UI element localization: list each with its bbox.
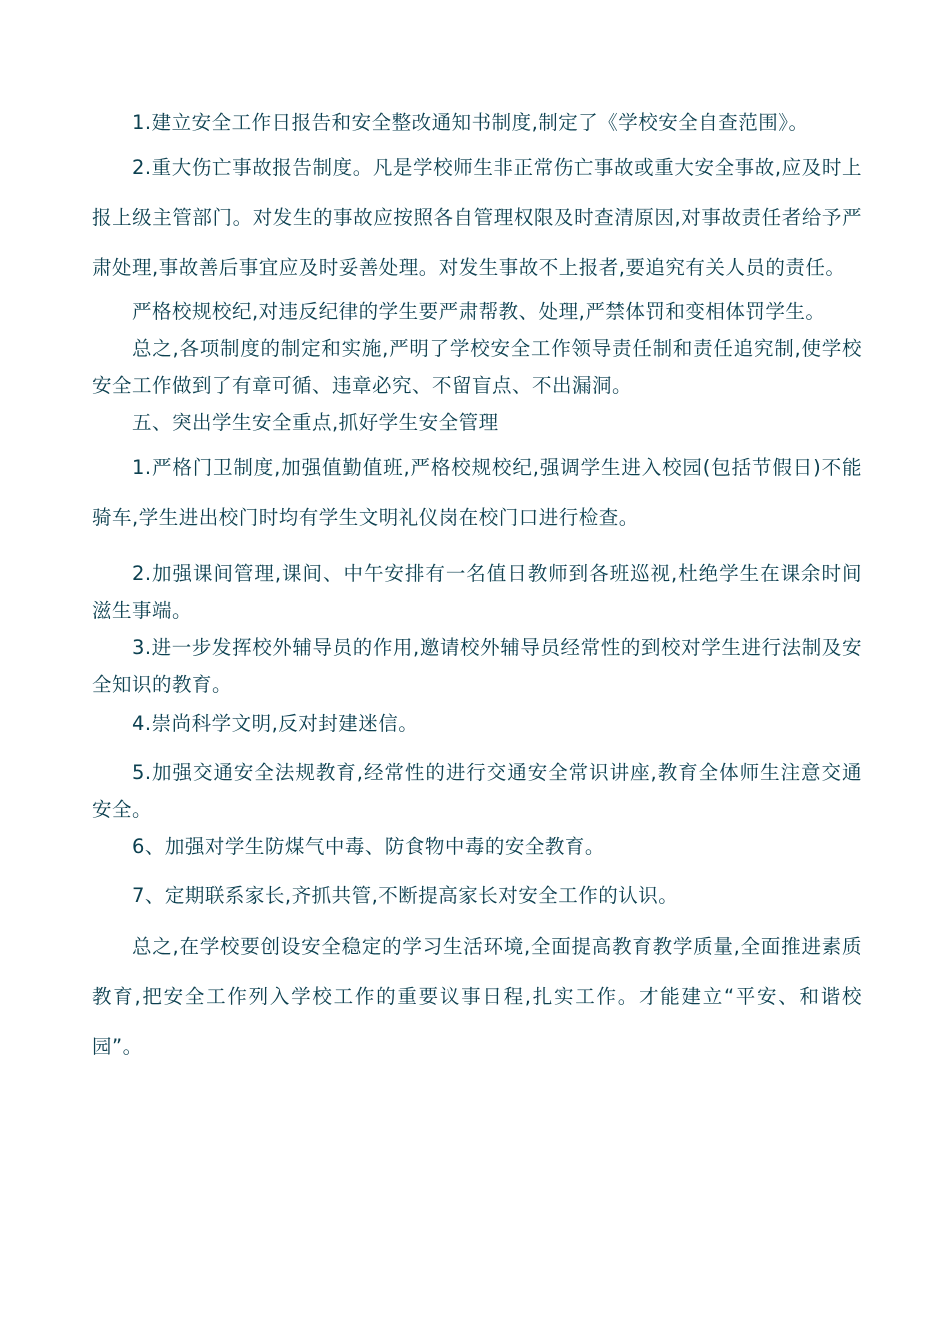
paragraph-2: 2.重大伤亡事故报告制度。凡是学校师生非正常伤亡事故或重大安全事故,应及时上报上级主管部门。对发生的事故应按照各自管理权限及时查清原因,对事故责任者给予严肃处理,事故善后事宜应及时妥善处理。对发生事故不上报者,要追究有关人员的责任。 — [92, 156, 862, 279]
paragraph-3: 严格校规校纪,对违反纪律的学生要严肃帮教、处理,严禁体罚和变相体罚学生。 — [131, 300, 826, 323]
paragraph-5: 1.严格门卫制度,加强值勤值班,严格校规校纪,强调学生进入校园(包括节假日)不能骑车,学生进出校门时均有学生文明礼仪岗在校门口进行检查。 — [92, 456, 862, 529]
paragraph-4: 总之,各项制度的制定和实施,严明了学校安全工作领导责任制和责任追究制,使学校安全工作做到了有章可循、违章必究、不留盲点、不出漏洞。 — [92, 337, 862, 397]
paragraph-6: 2.加强课间管理,课间、中午安排有一名值日教师到各班巡视,杜绝学生在课余时间滋生事端。 — [92, 562, 862, 622]
section-heading: 五、突出学生安全重点,抓好学生安全管理 — [131, 411, 499, 434]
document-body — [92, 104, 862, 1072]
paragraph-10: 6、加强对学生防煤气中毒、防食物中毒的安全教育。 — [131, 835, 605, 858]
paragraph-1: 1.建立安全工作日报告和安全整改通知书制度,制定了《学校安全自查范围》。 — [131, 111, 809, 134]
paragraph-7: 3.进一步发挥校外辅导员的作用,邀请校外辅导员经常性的到校对学生进行法制及安全知识的教育。 — [92, 636, 862, 696]
paragraph-11: 7、定期联系家长,齐抓共管,不断提高家长对安全工作的认识。 — [131, 884, 679, 907]
paragraph-12: 总之,在学校要创设安全稳定的学习生活环境,全面提高教育教学质量,全面推进素质教育,把安全工作列入学校工作的重要议事日程,扎实工作。才能建立“平安、和谐校园”。 — [92, 935, 862, 1058]
paragraph-9: 5.加强交通安全法规教育,经常性的进行交通安全常识讲座,教育全体师生注意交通安全。 — [92, 761, 862, 821]
paragraph-8: 4.崇尚科学文明,反对封建迷信。 — [131, 712, 419, 735]
